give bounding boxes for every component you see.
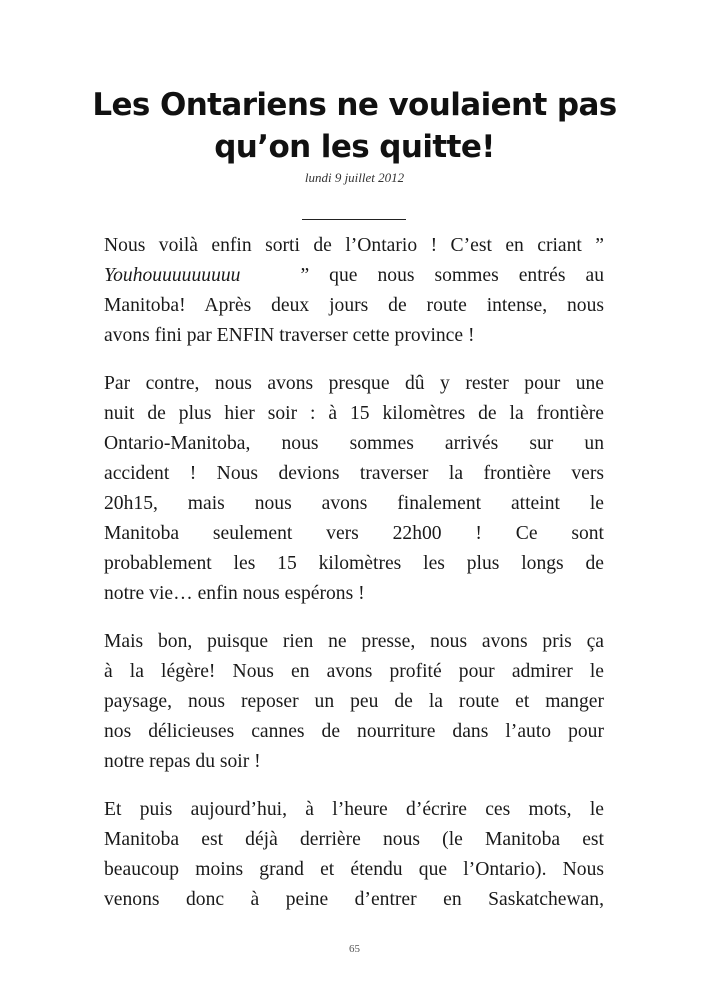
separator-rule [302,219,406,220]
text-line: Manitoba est déjà derrière nous (le Manitoba est [104,829,604,850]
text-line: 20h15, mais nous avons finalement atteint le [104,493,604,514]
text-line: Nous voilà enfin sorti de l’Ontario ! C’est en criant ” [104,235,604,256]
text-line: Manitoba seulement vers 22h00 ! Ce sont [104,523,604,544]
text-line: à la légère! Nous en avons profité pour admirer le [104,661,604,682]
text-line [104,261,604,291]
shout-word: Youhouuuuuuuuu [104,265,241,286]
text-line: notre vie… enfin nous espérons ! [104,583,365,604]
text-line: nuit de plus hier soir : à 15 kilomètres de la frontière [104,403,604,424]
text-line: Manitoba! Après deux jours de route intense, nous [104,295,604,316]
text-line: probablement les 15 kilomètres les plus longs de [104,553,604,574]
text-line: avons fini par ENFIN traverser cette province ! [104,325,475,346]
page-number: 65 [349,943,360,955]
article-body [104,231,604,933]
shout-rest: ” que nous sommes entrés au [300,265,604,286]
title-line-1: Les Ontariens ne voulaient pas [92,87,617,123]
text-line: paysage, nous reposer un peu de la route et manger [104,691,604,712]
text-line: Par contre, nous avons presque dû y rester pour une [104,373,604,394]
text-line: Ontario-Manitoba, nous sommes arrivés sur un [104,433,604,454]
paragraph-1 [104,231,604,351]
post-date: lundi 9 juillet 2012 [304,170,405,185]
text-line: beaucoup moins grand et étendu que l’Ontario). Nous [104,859,604,880]
text-line: accident ! Nous devions traverser la frontière vers [104,463,604,484]
text-line: Et puis aujourd’hui, à l’heure d’écrire ces mots, le [104,799,604,820]
text-line: notre repas du soir ! [104,751,261,772]
page-title [60,84,649,168]
paragraph-4 [104,795,604,915]
text-line: nos délicieuses cannes de nourriture dans l’auto pour [104,721,604,742]
paragraph-3 [104,627,604,777]
text-line: venons donc à peine d’entrer en Saskatchewan, [104,889,604,910]
title-line-2: qu’on les quitte! [214,129,495,165]
paragraph-2 [104,369,604,609]
text-line: Mais bon, puisque rien ne presse, nous avons pris ça [104,631,604,652]
